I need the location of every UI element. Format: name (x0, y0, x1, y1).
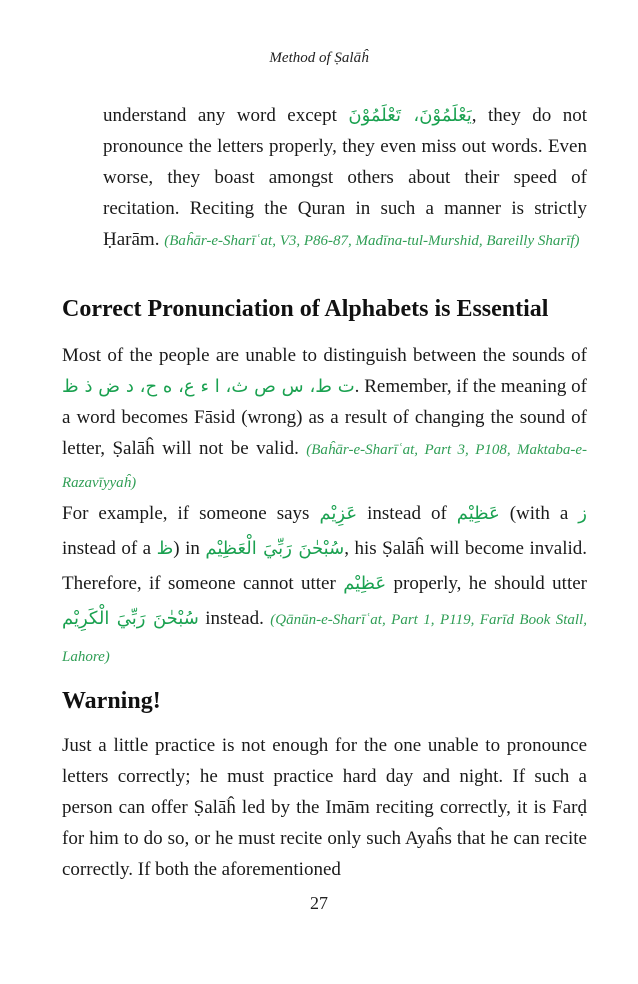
paragraph-4: Just a little practice is not enough for the one unable to pronounce letters correctly; he must practice hard day and night. If such a person can offer Ṣalāĥ led by the Imām reciting correctly, it is Farḍ for him to do so, or he must recite only such Ayaĥs that he can recite correctly. If both the aforementioned (62, 735, 587, 880)
arabic-letters: ت ط، س ص ث، ا ء ع، ه ح، د ض ذ ظ (62, 376, 355, 397)
section-heading-pronunciation: Correct Pronunciation of Alphabets is Essential (62, 296, 549, 322)
arabic-phrase: سُبْحٰنَ رَبِّيَ الْكَرِيْم (62, 608, 199, 629)
arabic-word: عَظِيْم (343, 573, 387, 594)
para3-text-8: instead. (198, 608, 271, 629)
paragraph-2 (62, 340, 587, 499)
arabic-letter: ز (578, 503, 587, 524)
para1-text-2: , they do not pronounce the letters properly, they even miss out words. Even worse, they boast amongst others about their speed of recitation. Reciting the Quran in such a manner is strictly Ḥarām. (103, 105, 587, 250)
arabic-word: يَعْلَمُوْنَ، تَعْلَمُوْنَ (348, 105, 472, 126)
arabic-letter: ظ (156, 538, 174, 559)
arabic-word: عَزِيْم (319, 503, 358, 524)
reference-citation: (Baĥār-e-Sharīʿat, Part 3, P108, Maktaba-e-Razavīyyaĥ) (62, 442, 587, 491)
para3-text-4: instead of a (62, 538, 157, 559)
para3-text-3: (with a (499, 503, 579, 524)
section-heading-warning: Warning! (62, 688, 161, 714)
paragraph-3 (62, 496, 587, 675)
para3-text-1: For example, if someone says (62, 503, 320, 524)
para3-text-5: ) in (173, 538, 206, 559)
arabic-word: عَظِيْم (456, 503, 500, 524)
running-head: Method of Ṣalāĥ (269, 50, 369, 66)
reference-citation: (Qānūn-e-Sharīʿat, Part 1, P119, Farīd Book Stall, Lahore) (62, 612, 587, 665)
para3-text-2: instead of (357, 503, 457, 524)
arabic-phrase: سُبْحٰنَ رَبِّيَ الْعَظِيْم (205, 538, 345, 559)
page-number: 27 (310, 893, 328, 913)
para1-text-1: understand any word except (103, 105, 349, 126)
para3-text-6: , his Ṣalāĥ will become invalid. Therefore, if someone cannot utter (62, 538, 587, 594)
paragraph-1 (103, 100, 587, 257)
para2-text-1: Most of the people are unable to distinguish between the sounds of (62, 345, 587, 366)
para2-text-2: . Remember, if the meaning of a word becomes Fāsid (wrong) as a result of changing the sound of letter, Ṣalāĥ will not be valid. (62, 376, 587, 459)
reference-citation: (Baĥār-e-Sharīʿat, V3, P86-87, Madīna-tul-Murshid, Bareilly Sharīf) (164, 233, 580, 249)
para3-text-7: properly, he should utter (386, 573, 587, 594)
